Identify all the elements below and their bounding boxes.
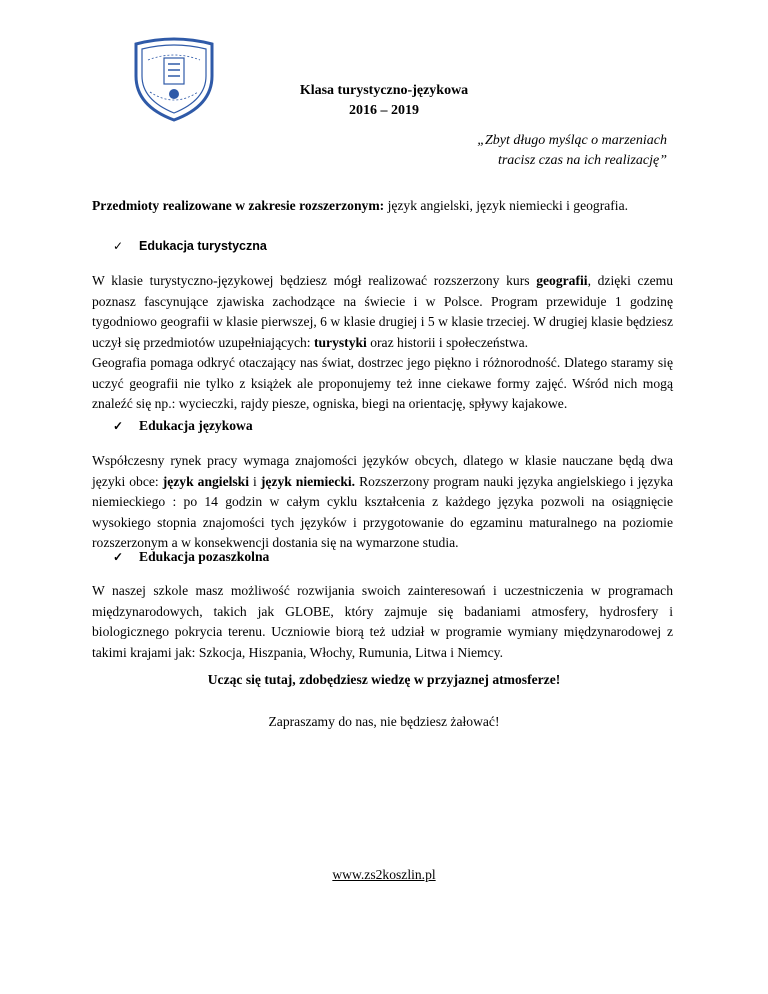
- language-paragraph: [92, 451, 673, 554]
- subjects-list: język angielski, język niemiecki i geografia.: [384, 198, 629, 213]
- tourism-bold-turystyka: turystyki: [313, 334, 367, 350]
- geography-paragraph: Geografia pomaga odkryć otaczający nas świat, dostrzec jego piękno i różnorodność. Dlatego staramy się uczyć geografii nie tylko z książek ale proponujemy też inne ciekawe formy zajęć. Wśród nich mogą znaleźć się np.: wycieczki, rajdy piesze, ogniska, biegi na orientację, spływy kajakowe.: [92, 355, 673, 411]
- section-heading-language: [113, 418, 253, 434]
- extracurricular-paragraph: W naszej szkole masz możliwość rozwijania swoich zainteresowań i uczestniczenia w programach międzynarodowych, takich jak GLOBE, który zajmuje się badaniami atmosfery, hydrosfery i biologicznego pokrycia terenu. Uczniowie biorą też udział w programie wymiany międzynarodowej z takimi krajami jak: Szkocja, Hiszpania, Włochy, Rumunia, Litwa i Niemcy.: [92, 583, 673, 660]
- tourism-paragraph: [92, 271, 673, 415]
- website-link[interactable]: www.zs2koszlin.pl: [332, 867, 436, 882]
- language-text-2: i: [249, 473, 261, 489]
- subjects-paragraph: [92, 196, 673, 217]
- motto-line-1: „Zbyt długo myśląc o marzeniach: [477, 133, 667, 148]
- slogan: Ucząc się tutaj, zdobędziesz wiedzę w przyjaznej atmosferze!: [207, 672, 561, 687]
- tourism-text-3: oraz historii i społeczeństwa.: [366, 334, 529, 350]
- motto-quote: [477, 131, 667, 171]
- tourism-text: W klasie turystyczno-językowej będziesz mógł realizować rozszerzony kurs: [92, 273, 537, 288]
- page-title: Klasa turystyczno-językowa: [299, 83, 469, 98]
- language-text: Współczesny rynek pracy wymaga znajomości języków obcych, dlatego w klasie nauczane będą dwa języki obce:: [92, 453, 673, 489]
- page-subtitle-years: 2016 – 2019: [349, 103, 419, 118]
- language-text-3: Rozszerzony program nauki języka angielskiego i języka niemieckiego : po 14 godzin w całym cyklu kształcenia z każdego języka pozwoli na osiągnięcie wysokiego stopnia znajomości tych języków i przygotowanie do egzaminu maturalnego na poziomie rozszerzonym a w konsekwencji dostania się na wymarzone studia.: [92, 473, 674, 550]
- tourism-text-2: , dzięki czemu poznasz fascynujące zjawiska zachodzące na świecie i w Polsce. Program przewiduje 1 godzinę tygodniowo geografii w klasie pierwszej, 6 w klasie drugiej i 5 w klasie trzeciej. W drugiej klasie będziesz uczył się przedmiotów uzupełniających:: [92, 273, 674, 350]
- language-bold-english: język angielski: [162, 473, 250, 489]
- section-heading-language-label: Edukacja językowa: [139, 418, 253, 433]
- invitation: Zapraszamy do nas, nie będziesz żałować!: [268, 714, 500, 729]
- section-heading-tourism-label: Edukacja turystyczna: [139, 239, 267, 253]
- checkmark-icon: ✓: [113, 239, 124, 253]
- section-heading-extracurricular: [113, 549, 269, 565]
- tourism-bold-geography: geografii: [536, 273, 588, 288]
- checkmark-icon: ✓: [113, 549, 124, 564]
- language-bold-german: język niemiecki.: [260, 473, 356, 489]
- section-heading-tourism: [113, 239, 267, 253]
- section-heading-extracurricular-label: Edukacja pozaszkolna: [139, 549, 270, 564]
- subjects-label: Przedmioty realizowane w zakresie rozszerzonym:: [92, 198, 385, 213]
- checkmark-icon: ✓: [113, 418, 124, 433]
- motto-line-2: tracisz czas na ich realizację”: [497, 153, 667, 168]
